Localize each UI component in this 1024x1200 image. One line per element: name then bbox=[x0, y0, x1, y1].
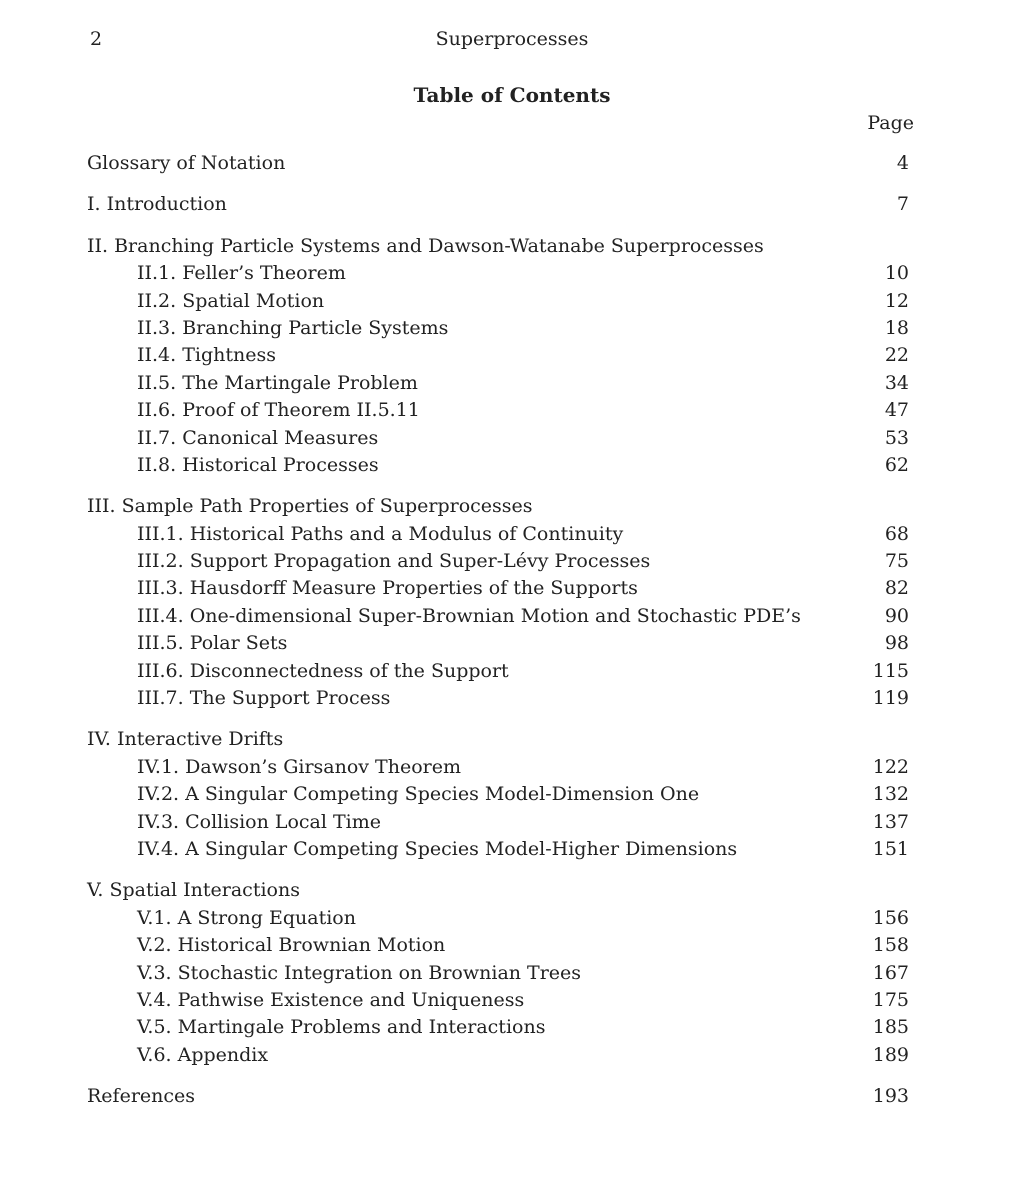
toc-entry-title: V.1. A Strong Equation bbox=[137, 906, 356, 929]
toc-entry bbox=[87, 630, 909, 657]
toc-entry bbox=[87, 575, 909, 602]
toc-entry-title: IV.1. Dawson’s Girsanov Theorem bbox=[137, 755, 461, 778]
toc-entry-title: IV.2. A Singular Competing Species Model-Dimension One bbox=[137, 783, 700, 806]
toc-entry bbox=[87, 315, 909, 342]
toc-entry-title: V.5. Martingale Problems and Interactions bbox=[137, 1016, 546, 1039]
toc-entry-page: 82 bbox=[884, 577, 909, 600]
toc-entry-title: III.5. Polar Sets bbox=[137, 632, 288, 655]
toc-entry bbox=[87, 1042, 909, 1069]
toc-entry bbox=[87, 685, 909, 712]
toc-entry-page: 193 bbox=[872, 1085, 909, 1108]
toc-entry-page: 47 bbox=[884, 399, 909, 422]
toc-chapter-title: III. Sample Path Properties of Superprocesses bbox=[87, 495, 533, 518]
toc-entry-title: III.1. Historical Paths and a Modulus of Continuity bbox=[137, 522, 624, 545]
toc-entry-title: V.6. Appendix bbox=[137, 1043, 269, 1066]
toc-entry-page: 151 bbox=[872, 837, 909, 860]
toc-chapter bbox=[87, 493, 909, 520]
toc-entry bbox=[87, 932, 909, 959]
toc-chapter-title: V. Spatial Interactions bbox=[87, 879, 300, 902]
toc-entry-page: 115 bbox=[872, 659, 909, 682]
toc-entry-page: 10 bbox=[884, 262, 909, 285]
toc-entry bbox=[87, 342, 909, 369]
toc-entry-page: 62 bbox=[884, 453, 909, 476]
toc-entry bbox=[87, 809, 909, 836]
toc-entry-title: V.3. Stochastic Integration on Brownian Trees bbox=[137, 961, 582, 984]
toc-entry-title: V.2. Historical Brownian Motion bbox=[137, 934, 446, 957]
toc-entry-page: 12 bbox=[884, 289, 909, 312]
toc-entry-page: 68 bbox=[884, 522, 909, 545]
toc-entry-page: 75 bbox=[884, 550, 909, 573]
toc-entry-title: III.4. One-dimensional Super-Brownian Motion and Stochastic PDE’s bbox=[137, 604, 801, 627]
toc-entry-page: 22 bbox=[884, 344, 909, 367]
toc-entry bbox=[87, 960, 909, 987]
toc-chapter bbox=[87, 726, 909, 753]
toc-entry-title: III.6. Disconnectedness of the Support bbox=[137, 659, 509, 682]
toc-entry-title: II.1. Feller’s Theorem bbox=[137, 262, 346, 285]
toc-entry bbox=[87, 191, 909, 218]
toc-entry-title: V.4. Pathwise Existence and Uniqueness bbox=[137, 988, 525, 1011]
toc-entry bbox=[87, 987, 909, 1014]
toc-entry bbox=[87, 1083, 909, 1110]
toc-entry-page: 53 bbox=[884, 426, 909, 449]
toc-entry bbox=[87, 452, 909, 479]
toc-chapter-title: II. Branching Particle Systems and Dawson-Watanabe Superprocesses bbox=[87, 234, 764, 257]
toc-entry-page: 189 bbox=[872, 1043, 909, 1066]
toc-entry bbox=[87, 425, 909, 452]
toc-entry-title: III.7. The Support Process bbox=[137, 687, 391, 710]
toc-entry-title: III.2. Support Propagation and Super-Lévy Processes bbox=[137, 550, 651, 573]
toc-entry bbox=[87, 754, 909, 781]
toc-entry-title: Glossary of Notation bbox=[87, 152, 286, 174]
toc-entry bbox=[87, 521, 909, 548]
toc-entry bbox=[87, 370, 909, 397]
toc-entry-page: 132 bbox=[872, 783, 909, 806]
toc-entry bbox=[87, 260, 909, 287]
toc-entry-page: 137 bbox=[872, 810, 909, 833]
toc-entry-page: 98 bbox=[884, 632, 909, 655]
running-header bbox=[0, 28, 1024, 58]
toc-entry-title: II.8. Historical Processes bbox=[137, 453, 379, 476]
toc-entry-title: I. Introduction bbox=[87, 193, 227, 216]
toc-entry-title: II.7. Canonical Measures bbox=[137, 426, 379, 449]
toc-entry bbox=[87, 397, 909, 424]
toc-entry-page: 167 bbox=[872, 961, 909, 984]
toc-entry-title: III.3. Hausdorff Measure Properties of the Supports bbox=[137, 577, 638, 600]
page-number: 2 bbox=[90, 28, 103, 50]
toc-entry bbox=[87, 548, 909, 575]
toc-entry-title: IV.3. Collision Local Time bbox=[137, 810, 382, 833]
toc-entry bbox=[87, 603, 909, 630]
page-column-label: Page bbox=[867, 112, 914, 134]
toc-entry-page: 185 bbox=[872, 1016, 909, 1039]
toc-entry bbox=[87, 288, 909, 315]
toc-entry-page: 122 bbox=[872, 755, 909, 778]
toc-entry-title: II.3. Branching Particle Systems bbox=[137, 316, 449, 339]
toc-entry-page: 90 bbox=[884, 604, 909, 627]
toc-chapter bbox=[87, 233, 909, 260]
toc-entry-page: 4 bbox=[896, 152, 909, 174]
toc-title: Table of Contents bbox=[413, 83, 611, 107]
toc-entry bbox=[87, 658, 909, 685]
table-of-contents bbox=[87, 150, 909, 1111]
toc-entry-page: 18 bbox=[884, 316, 909, 339]
toc-entry-page: 175 bbox=[872, 988, 909, 1011]
toc-entry-title: References bbox=[87, 1085, 196, 1108]
toc-entry-page: 7 bbox=[896, 193, 909, 216]
running-title: Superprocesses bbox=[435, 28, 589, 50]
toc-entry bbox=[87, 1014, 909, 1041]
toc-entry bbox=[87, 150, 909, 177]
toc-entry-page: 156 bbox=[872, 906, 909, 929]
toc-entry-title: II.6. Proof of Theorem II.5.11 bbox=[137, 399, 420, 422]
toc-entry-title: IV.4. A Singular Competing Species Model-Higher Dimensions bbox=[137, 837, 738, 860]
toc-chapter bbox=[87, 877, 909, 904]
toc-entry-page: 158 bbox=[872, 934, 909, 957]
toc-entry bbox=[87, 836, 909, 863]
toc-entry-title: II.5. The Martingale Problem bbox=[137, 371, 418, 394]
toc-entry bbox=[87, 781, 909, 808]
toc-entry-page: 34 bbox=[884, 371, 909, 394]
toc-entry-page: 119 bbox=[872, 687, 909, 710]
toc-chapter-title: IV. Interactive Drifts bbox=[87, 728, 284, 751]
toc-entry-title: II.4. Tightness bbox=[137, 344, 276, 367]
toc-entry-title: II.2. Spatial Motion bbox=[137, 289, 325, 312]
toc-entry bbox=[87, 905, 909, 932]
